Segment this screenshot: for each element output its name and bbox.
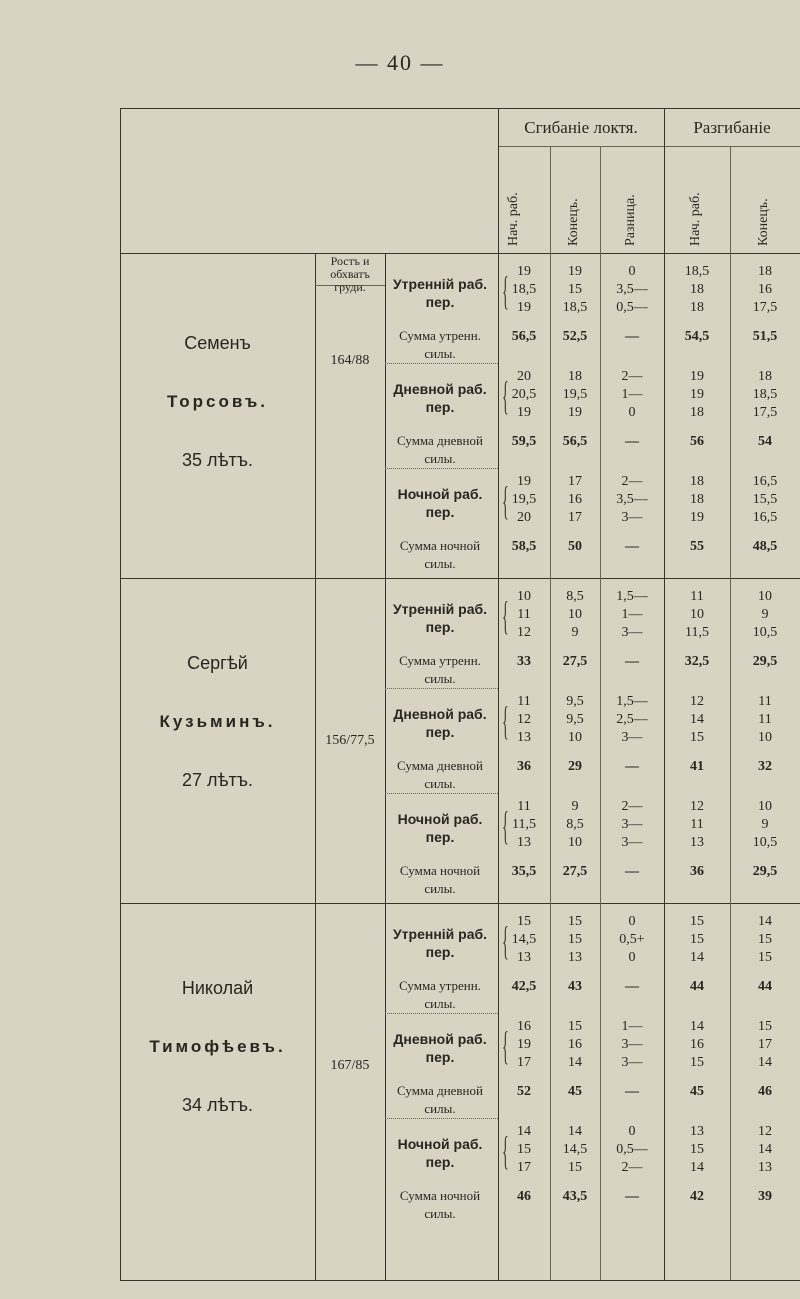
period-label: Ночной раб. пер. [397, 1136, 483, 1170]
column-header: Разница. [623, 194, 638, 246]
table-cell: 13 [517, 730, 531, 745]
table-cell: 3— [621, 1037, 643, 1052]
table-cell: 15 [690, 914, 704, 929]
column-header: Нач. раб. [506, 192, 521, 246]
table-cell: 16 [517, 1019, 531, 1034]
table-cell: 10 [517, 589, 531, 604]
table-cell: 19,5 [511, 492, 537, 507]
table-cell: 3— [621, 625, 643, 640]
sum-cell: 36 [690, 864, 704, 879]
table-cell: 18 [690, 300, 704, 315]
sum-cell: 44 [690, 979, 704, 994]
table-cell: 13 [690, 1124, 704, 1139]
sum-cell: 32,5 [684, 654, 710, 669]
table-cell: 12 [690, 694, 704, 709]
table-cell: 9 [571, 625, 579, 640]
column-header: Конецъ. [756, 198, 771, 246]
table-cell: 0,5+ [619, 932, 645, 947]
table-cell: 11 [690, 589, 704, 604]
table-cell: 16 [690, 1037, 704, 1052]
table-cell: 10 [568, 730, 582, 745]
sum-cell: 45 [568, 1084, 582, 1099]
table-cell: 19 [517, 1037, 531, 1052]
table-cell: 9,5 [566, 694, 584, 709]
table-cell: 10,5 [752, 835, 778, 850]
table-cell: 17,5 [752, 300, 778, 315]
table-cell: 12 [517, 625, 531, 640]
table-cell: 15 [517, 914, 531, 929]
table-cell: 9,5 [566, 712, 584, 727]
table-cell: 3,5— [616, 282, 648, 297]
table-cell: 10 [758, 730, 772, 745]
table-cell: 19 [517, 264, 531, 279]
extension-title: Разгибаніе [693, 118, 771, 137]
brace-icon: { [502, 803, 509, 848]
sum-cell: — [625, 864, 639, 879]
table-cell: 14 [690, 1160, 704, 1175]
table-cell: 20,5 [511, 387, 537, 402]
table-cell: 17,5 [752, 405, 778, 420]
period-label: Утренній раб. пер. [392, 276, 488, 310]
sum-label: Сумма ночной силы. [399, 1188, 481, 1221]
subject-last-name: Торсовъ. [166, 392, 269, 411]
table-cell: 13 [690, 835, 704, 850]
table-cell: 11,5 [685, 625, 709, 640]
table-cell: 20 [517, 510, 531, 525]
table-cell: 14 [758, 914, 772, 929]
period-label: Дневной раб. пер. [393, 1031, 487, 1065]
table-cell: 18 [690, 405, 704, 420]
sum-cell: 43 [568, 979, 582, 994]
table-cell: 16 [568, 1037, 582, 1052]
sum-cell: 51,5 [752, 329, 778, 344]
growth-header: Ростъ и обхватъ груди. [330, 254, 370, 294]
table-cell: 3— [621, 1055, 643, 1070]
subject-first-name: Сергѣй [187, 653, 248, 673]
brace-icon: { [502, 593, 509, 638]
sum-cell: 58,5 [511, 539, 537, 554]
table-cell: 0,5— [616, 300, 648, 315]
table-cell: 2— [621, 799, 643, 814]
table-cell: 17 [758, 1037, 772, 1052]
table-cell: 15 [568, 282, 582, 297]
table-cell: 14 [690, 950, 704, 965]
table-cell: 0 [628, 405, 636, 420]
sum-cell: 52 [517, 1084, 531, 1099]
growth-value: 156/77,5 [325, 733, 375, 748]
table-cell: 10 [758, 799, 772, 814]
table-cell: 19 [568, 264, 582, 279]
table-cell: 18 [758, 369, 772, 384]
table-cell: 17 [568, 510, 582, 525]
brace-icon: { [502, 918, 509, 963]
sum-cell: 48,5 [752, 539, 778, 554]
sum-cell: 39 [758, 1189, 772, 1204]
brace-icon: { [502, 698, 509, 743]
brace-icon: { [502, 373, 509, 418]
table-cell: 15 [517, 1142, 531, 1157]
table-cell: 1,5— [616, 589, 648, 604]
table-cell: 19 [517, 405, 531, 420]
sum-cell: — [625, 759, 639, 774]
table-cell: 8,5 [566, 817, 584, 832]
sum-label: Сумма дневной силы. [397, 1083, 483, 1116]
brace-icon: { [502, 1128, 509, 1173]
sum-cell: 29 [568, 759, 582, 774]
subject-name [120, 333, 315, 509]
table-cell: 18 [568, 369, 582, 384]
period-label: Дневной раб. пер. [393, 706, 487, 740]
sum-cell: 43,5 [562, 1189, 588, 1204]
sum-label: Сумма дневной силы. [397, 758, 483, 791]
table-cell: 15 [758, 950, 772, 965]
sum-cell: 32 [758, 759, 772, 774]
table-cell: 14 [758, 1142, 772, 1157]
sum-cell: 44 [758, 979, 772, 994]
period-label: Утренній раб. пер. [392, 601, 488, 635]
sum-cell: 36 [517, 759, 531, 774]
subject-age: 35 лѣтъ. [181, 450, 254, 470]
table-cell: 15 [568, 932, 582, 947]
sum-cell: 42,5 [511, 979, 537, 994]
sum-cell: 52,5 [562, 329, 588, 344]
sum-cell: 27,5 [562, 654, 588, 669]
table-cell: 8,5 [566, 589, 584, 604]
table-cell: 10 [568, 835, 582, 850]
table-cell: 12 [690, 799, 704, 814]
sum-cell: 59,5 [511, 434, 537, 449]
table-cell: 18,5 [562, 300, 588, 315]
table-cell: 11 [690, 817, 704, 832]
table-cell: 16 [758, 282, 772, 297]
sum-cell: 46 [517, 1189, 531, 1204]
table-cell: 13 [517, 835, 531, 850]
sum-label: Сумма дневной силы. [397, 433, 483, 466]
table-cell: 19 [690, 387, 704, 402]
table-cell: 13 [758, 1160, 772, 1175]
table-cell: 11 [517, 607, 531, 622]
table-cell: 15 [758, 932, 772, 947]
sum-cell: 41 [690, 759, 704, 774]
subject-name [120, 978, 315, 1154]
table-cell: 3— [621, 510, 643, 525]
subject-first-name: Семенъ [184, 333, 251, 353]
table-cell: 10 [758, 589, 772, 604]
growth-value: 164/88 [330, 353, 370, 368]
table-cell: 2— [621, 1160, 643, 1175]
sum-cell: 50 [568, 539, 582, 554]
table-cell: 19 [690, 510, 704, 525]
sum-cell: — [625, 979, 639, 994]
table-cell: 13 [517, 950, 531, 965]
table-cell: 20 [517, 369, 531, 384]
sum-cell: 55 [690, 539, 704, 554]
table-cell: 9 [761, 607, 769, 622]
table-cell: 3— [621, 730, 643, 745]
column-header: Конецъ. [566, 198, 581, 246]
table-cell: 16,5 [752, 474, 778, 489]
table-cell: 19 [517, 300, 531, 315]
table-cell: 19 [568, 405, 582, 420]
sum-cell: 42 [690, 1189, 704, 1204]
table-cell: 16 [568, 492, 582, 507]
table-cell: 2,5— [616, 712, 648, 727]
table-cell: 1— [621, 1019, 643, 1034]
table-cell: 15 [568, 914, 582, 929]
table-cell: 9 [761, 817, 769, 832]
table-cell: 14 [758, 1055, 772, 1070]
table-cell: 2— [621, 369, 643, 384]
table-cell: 18 [690, 492, 704, 507]
table-cell: 12 [758, 1124, 772, 1139]
period-label: Ночной раб. пер. [397, 486, 483, 520]
sum-cell: 27,5 [562, 864, 588, 879]
table-cell: 18,5 [752, 387, 778, 402]
table-cell: 3— [621, 817, 643, 832]
table-cell: 16,5 [752, 510, 778, 525]
sum-cell: — [625, 654, 639, 669]
table-cell: 13 [568, 950, 582, 965]
subject-name [120, 653, 315, 829]
table-cell: 11,5 [512, 817, 536, 832]
table-cell: 11 [758, 712, 772, 727]
table-cell: 15 [690, 932, 704, 947]
table-cell: 18,5 [511, 282, 537, 297]
table-cell: 1— [621, 607, 643, 622]
brace-icon: { [502, 478, 509, 523]
brace-icon: { [502, 268, 509, 313]
table-cell: 18,5 [684, 264, 710, 279]
table-cell: 17 [568, 474, 582, 489]
table-cell: 0 [628, 950, 636, 965]
table-cell: 14 [517, 1124, 531, 1139]
table-cell: 10 [690, 607, 704, 622]
sum-cell: 45 [690, 1084, 704, 1099]
sum-cell: — [625, 1189, 639, 1204]
table-cell: 12 [517, 712, 531, 727]
brace-icon: { [502, 1023, 509, 1068]
sum-label: Сумма утренн. силы. [399, 978, 481, 1011]
table-cell: 18 [690, 282, 704, 297]
table-cell: 15 [690, 1142, 704, 1157]
table-cell: 0 [628, 914, 636, 929]
table-cell: 11 [517, 799, 531, 814]
table-cell: 18 [758, 264, 772, 279]
sum-label: Сумма утренн. силы. [399, 653, 481, 686]
table-cell: 14 [690, 1019, 704, 1034]
table-cell: 14 [690, 712, 704, 727]
subject-first-name: Николай [181, 978, 254, 998]
column-header: Нач. раб. [688, 192, 703, 246]
table-cell: 11 [517, 694, 531, 709]
period-label: Дневной раб. пер. [393, 381, 487, 415]
sum-label: Сумма ночной силы. [399, 863, 481, 896]
sum-label: Сумма ночной силы. [399, 538, 481, 571]
table-cell: 3— [621, 835, 643, 850]
sum-label: Сумма утренн. силы. [399, 328, 481, 361]
table-cell: 1— [621, 387, 643, 402]
table-cell: 15 [690, 730, 704, 745]
sum-cell: 29,5 [752, 654, 778, 669]
sum-cell: 56,5 [562, 434, 588, 449]
sum-cell: — [625, 329, 639, 344]
table-cell: 11 [758, 694, 772, 709]
table-cell: 9 [571, 799, 579, 814]
sum-cell: 56 [690, 434, 704, 449]
subject-last-name: Кузьминъ. [159, 712, 276, 731]
sum-cell: 56,5 [511, 329, 537, 344]
period-label: Утренній раб. пер. [392, 926, 488, 960]
sum-cell: 33 [517, 654, 531, 669]
sum-cell: 29,5 [752, 864, 778, 879]
table-cell: 14 [568, 1124, 582, 1139]
table-cell: 15 [568, 1160, 582, 1175]
growth-value: 167/85 [330, 1058, 370, 1073]
table-cell: 14,5 [511, 932, 537, 947]
sum-cell: — [625, 539, 639, 554]
table-cell: 14 [568, 1055, 582, 1070]
sum-cell: — [625, 434, 639, 449]
sum-cell: — [625, 1084, 639, 1099]
table-cell: 17 [517, 1160, 531, 1175]
data-table [120, 108, 800, 1280]
table-cell: 2— [621, 474, 643, 489]
subject-age: 34 лѣтъ. [181, 1095, 254, 1115]
table-cell: 15 [568, 1019, 582, 1034]
table-cell: 10,5 [752, 625, 778, 640]
sum-cell: 54 [758, 434, 772, 449]
flexion-title: Сгибаніе локтя. [524, 118, 638, 137]
sum-cell: 54,5 [684, 329, 710, 344]
subject-last-name: Тимофѣевъ. [149, 1037, 286, 1056]
table-cell: 1,5— [616, 694, 648, 709]
table-cell: 10 [568, 607, 582, 622]
table-cell: 0 [628, 264, 636, 279]
table-cell: 15,5 [752, 492, 778, 507]
table-cell: 3,5— [616, 492, 648, 507]
page-number: — 40 — [355, 50, 445, 75]
table-cell: 17 [517, 1055, 531, 1070]
table-cell: 0,5— [616, 1142, 648, 1157]
sum-cell: 35,5 [511, 864, 537, 879]
table-cell: 14,5 [562, 1142, 588, 1157]
table-cell: 19 [690, 369, 704, 384]
table-cell: 19 [517, 474, 531, 489]
table-cell: 19,5 [562, 387, 588, 402]
period-label: Ночной раб. пер. [397, 811, 483, 845]
table-cell: 0 [628, 1124, 636, 1139]
subject-age: 27 лѣтъ. [181, 770, 254, 790]
table-cell: 15 [690, 1055, 704, 1070]
table-cell: 15 [758, 1019, 772, 1034]
table-cell: 18 [690, 474, 704, 489]
sum-cell: 46 [758, 1084, 772, 1099]
